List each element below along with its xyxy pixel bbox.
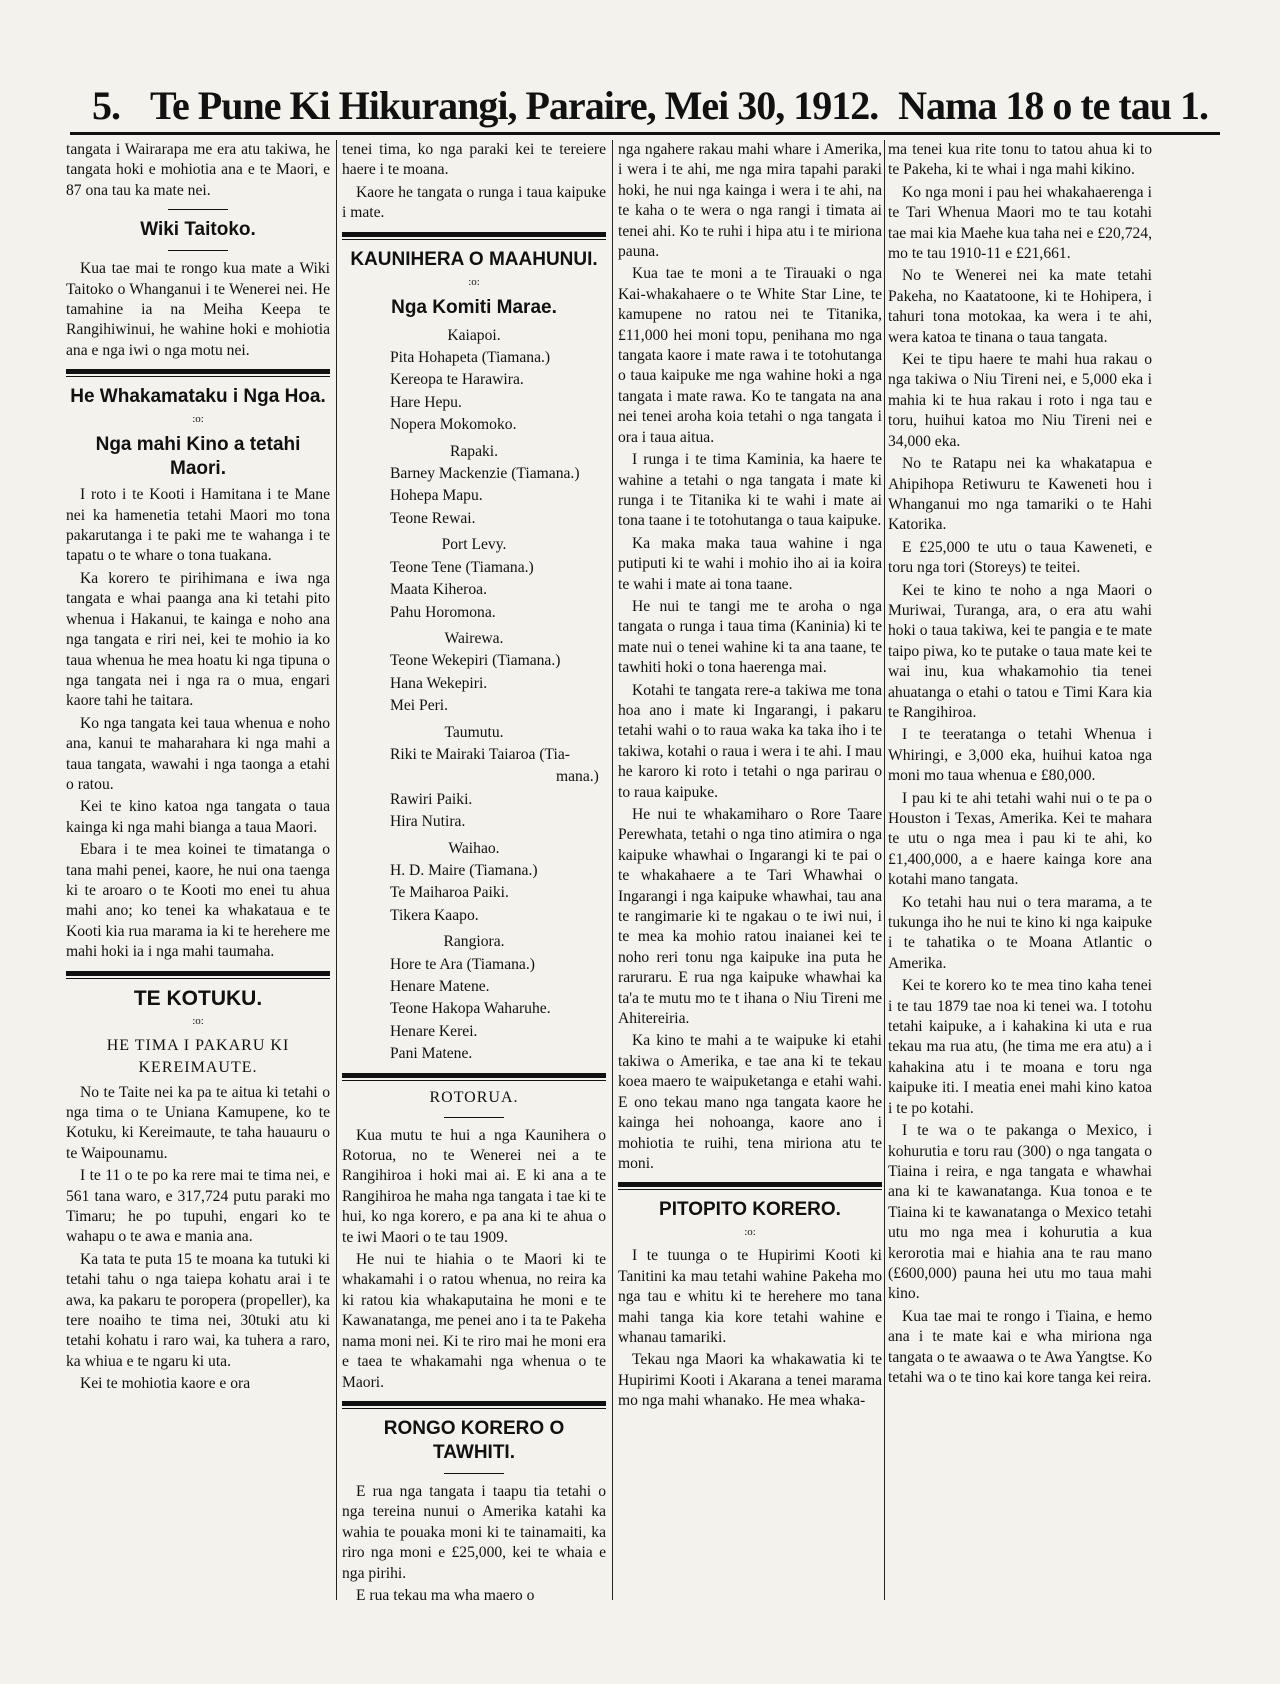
committee-member: Maata Kiheroa. (390, 581, 487, 599)
committee-member: Hore te Ara (Tiamana.) (390, 955, 535, 973)
article-text: tenei tima, ko nga paraki kei te tereiere haere i te moana. (342, 141, 606, 179)
column-4 (888, 140, 1152, 1600)
article-text: He nui te tangi me te aroha o nga tangata o runga i taua tima (Kaninia) ki te mate nui o tenei wahine ki ta ana taane, te tawhiti hoki o tona haerenga mai. (618, 597, 882, 677)
article-text: Kei te korero ko te mea tino kaha tenei i te tau 1879 tae noa ki tenei wa. I totohu tetahi kaipuke, a i kahakina ki uta e rua tekau ma rua atu, (he tima me era atu) a i kahakina atu i te moana e toru nga kaipuke iti. I meatia enei mahi kino katoa i te po kotahi. (888, 977, 1152, 1117)
article-text: Kua mutu te hui a nga Kaunihera o Rotorua, no te Wenerei nei a te Rangihiroa i hoki mai ai. E ki ana a te Rangihiroa he maha nga tangata i tae ki te hui, ko nga korero, e pa ana ki te ahua o te iwi Maori o te tau 1909. (342, 1126, 606, 1246)
article-text: No te Ratapu nei ka whakatapua e Ahipihopa Retiwuru te Kaweneti hou i Whanganui mo nga tamariki o te Hahi Katorika. (888, 455, 1152, 534)
article-text: Ka korero te pirihimana e iwa nga tangata e whai paanga ana ki tetahi pito whenua i Hakanui, te kainga e noho ana nga tangata e riri nei, kei te mohio ia ko taua whenua he mea hoatu ki nga tipuna o nga tangata nei i nga ra o mua, engari kaore tahi he taitara. (66, 569, 330, 710)
place-heading: Port Levy. (441, 536, 507, 554)
page-number: 5. (92, 83, 120, 128)
section-rule (66, 971, 330, 976)
article-text: Ka kino te mahi a te waipuke ki etahi takiwa o Amerika, e tae ana ki te tekau koea maero te waipuketanga e etahi wahi. E ono tekau mano nga tangata kaore he kainga hei nohoanga, kaore ano i mohiotia te ruihi, tena miriona atu te moni. (618, 1032, 882, 1172)
place-heading: Waihao. (448, 839, 500, 857)
masthead (70, 82, 1220, 135)
section-rule (342, 1401, 606, 1406)
article-text: Kua tae te moni a te Tirauaki o nga Kai-whakahaere o te White Star Line, te kamupene no ratou nei te Titanika, £11,000 hei moni topu, penihana mo nga tangata kaore i mate rawa i te totohutanga o taua kaipuke me nga wahine hoki a nga tangata i mate rawa. Ko te tangata na ana nei tenei aroha koia tetahi o nga tangata i ora i taua aitua. (618, 265, 882, 446)
column-divider (884, 140, 885, 1600)
divider (444, 1473, 504, 1474)
headline-pitopito-korero: PITOPITO KORERO. (659, 1199, 841, 1221)
headline-wiki-taitoko: Wiki Taitoko. (140, 219, 256, 241)
article-text: E rua tekau ma wha maero o (356, 1586, 535, 1600)
committee-member: Pita Hohapeta (Tiamana.) (390, 349, 551, 367)
column-divider (612, 140, 613, 1600)
divider (168, 209, 228, 210)
headline-rongo-korero: RONGO KORERO O TAWHITI. (383, 1417, 565, 1463)
article-text: Kei te mohiotia kaore e ora (80, 1375, 251, 1393)
separator-mark: :o: (744, 1226, 756, 1239)
place-heading: Taumutu. (444, 723, 504, 741)
headline-whakamataku: He Whakamataku i Nga Hoa. (70, 386, 326, 408)
section-rule-thin (618, 1189, 882, 1190)
column-divider (336, 140, 337, 1600)
article-text: I te wa o te pakanga o Mexico, i kohurutia e toru rau (300) o nga tangata o Tiaina i reira, e nga tangata e whawhai ana ki te kawanatanga. Kua tonoa e te Tiaina ki te kawanatanga o Mexico tetahi utu mo nga mea i kohurutia a kua kerorotia mai e hiahia ana te rau mano (£600,000) pauna hei utu mo taua mahi kino. (888, 1122, 1152, 1303)
subheadline-tima-pakaru: HE TIMA I PAKARU KI KEREIMAUTE. (106, 1036, 290, 1076)
section-rule-thin (342, 239, 606, 240)
headline-kaunihera: KAUNIHERA O MAAHUNUI. (350, 248, 598, 270)
committee-member: Kereopa te Harawira. (390, 371, 524, 389)
article-text: E rua nga tangata i taapu tia tetahi o nga tereina nunui o Amerika katahi ka wahia te pouaka moni ki te tainamaiti, ka riro nga moni e £25,000, kei te whaia e nga pirihi. (342, 1482, 606, 1582)
column-3 (618, 140, 882, 1600)
article-text: I runga i te tima Kaminia, ka haere te wahine a tetahi o nga tangata i mate ki runga i te Titanika ki te wahi i mate ai tona taane i te totohutanga o taua kaipuke. (618, 451, 882, 530)
headline-te-kotuku: TE KOTUKU. (133, 986, 263, 1010)
headline-rotorua: ROTORUA. (429, 1088, 519, 1106)
committee-member: Henare Matene. (390, 978, 490, 995)
column-1 (66, 140, 330, 1600)
article-text: Tekau nga Maori ka whakawatia ki te Hupirimi Kooti i Akarana a tenei marama mo nga mahi whanako. He mea whaka- (618, 1351, 882, 1410)
article-text: I te teeratanga o tetahi Whenua i Whiringi, e 3,000 eka, huihui katoa nga moni mo taua whenua e £80,000. (888, 726, 1152, 785)
article-text: Kua tae mai te rongo i Tiaina, e hemo ana i te mate kai e wha miriona nga tangata o te awaawa o te Awa Yangtse. Ko tetahi wa o te tino kai kore tanga kei reira. (888, 1307, 1152, 1386)
issue-number: Nama 18 o te tau 1. (898, 83, 1208, 128)
committee-member: Barney Mackenzie (Tiamana.) (390, 465, 580, 483)
section-rule (342, 232, 606, 237)
article-text: Ka maka maka taua wahine i nga putiputi ki te wahi i mohio iho ai ia koira te wahi i mate ai tona taane. (618, 534, 882, 593)
article-text: Kua tae mai te rongo kua mate a Wiki Taitoko o Whanganui i te Wenerei nei. He tamahine ia na Meiha Keepa te Rangihiwinui, he wahine hoki e mohiotia ana e nga iwi o nga motu nei. (66, 260, 330, 359)
committee-member: Nopera Mokomoko. (390, 416, 517, 434)
article-text: No te Wenerei nei ka mate tetahi Pakeha, no Kaatatoone, ki te Hohipera, i tahuri tona motokaa, ka wera i te ahi, wera katoa te tinana o taua tangata. (888, 267, 1152, 346)
article-text: I pau ki te ahi tetahi wahi nui o te pa o Houston i Texas, Amerika. Kei te mahara te utu o nga mea i pau ki te ahi, ko £1,400,000, a e haere kainga kore ana kotahi mano tangata. (888, 789, 1152, 889)
place-heading: Kaiapoi. (447, 326, 501, 344)
column-2 (342, 140, 606, 1600)
article-text: Kotahi te tangata rere-a takiwa me tona hoa ano i mate ki Ingarangi, i pakaru tetahi wahi o to raua waka ka taka iho i te takiwa, kotahi o raua i wera i te ahi. I mau he karoro ki roto i tetahi o nga parirau o to raua kaipuke. (618, 681, 882, 801)
committee-member: Hira Nutira. (390, 813, 466, 831)
article-text: I te tuunga o te Hupirimi Kooti ki Tanitini ka mau tetahi wahine Pakeha mo nga tau e whitu ki te herehere mo tana mahi tanga kia kore tetahi wahine e whanau tamariki. (618, 1247, 882, 1346)
committee-member: Teone Rewai. (390, 509, 476, 527)
committee-member: Pahu Horomona. (390, 603, 496, 621)
article-text: Ko nga tangata kei taua whenua e noho ana, kanui te maharahara ki nga mahi a taua tangata, wawahi i nga taonga a etahi o ratou. (66, 714, 330, 793)
separator-mark: :o: (192, 413, 204, 426)
divider (168, 250, 228, 251)
article-text: I roto i te Kooti i Hamitana i te Mane nei ka hamenetia tetahi Maori mo tona pakarutanga i te paki me te wahanga i te tapatu o te whare o tona tuakana. (66, 486, 330, 565)
article-text: Kaore he tangata o runga i taua kaipuke i mate. (342, 183, 606, 222)
section-rule-thin (66, 376, 330, 377)
committee-member: Teone Hakopa Waharuhe. (390, 1000, 551, 1018)
article-text: E £25,000 te utu o taua Kaweneti, e toru nga tori (Storeys) te teitei. (888, 538, 1152, 577)
place-heading: Wairewa. (444, 629, 504, 647)
article-text: Kei te tipu haere te mahi hua rakau o nga takiwa o Niu Tireni nei, e 5,000 eka i mahia ki te hua rakau i roto i nga tau e toru, huihui katoa mo Niu Tireni nei e 34,000 eka. (888, 351, 1152, 450)
article-text: Kei te kino te noho a nga Maori o Muriwai, Turanga, ara, o era atu wahi hoki o taua takiwa, kei te pangia e te mate taipo piwa, ko te putake o taua mate kei te wai inu, kua whakamohio tia tenei ahuatanga o etahi o tatou e Timi Kara kia te Rangihiroa. (888, 581, 1152, 721)
committee-member: H. D. Maire (Tiamana.) (390, 861, 538, 879)
committee-member: Teone Tene (Tiamana.) (390, 558, 534, 576)
divider (444, 1117, 504, 1118)
committee-member: Hohepa Mapu. (390, 487, 483, 505)
place-heading: Rangiora. (443, 933, 505, 951)
section-rule-thin (342, 1408, 606, 1409)
article-text: Ko nga moni i pau hei whakahaerenga i te Tari Whenua Maori mo te tau kotahi tae mai kia Maehe kua taha nei e £20,724, mo te tau 1910-11 e £21,661. (888, 183, 1152, 263)
article-text: No te Taite nei ka pa te aitua ki tetahi o nga tima o te Uniana Kamupene, ko te Kotuku, ki Kereimaute, te taha hauauru o te Waipounamu. (66, 1083, 330, 1162)
headline-nga-mahi-kino: Nga mahi Kino a tetahi Maori. (95, 434, 301, 480)
article-text: Ka tata te puta 15 te moana ka tutuki ki tetahi tahu o nga taiepa kohatu arai i te awa, ka pakaru te poropera (propeller), ka tere noaiho te tima nei, 30tuki atu ki tetahi kohatu i raro wai, ka tuhera a raro, ka whiua e te ngaru ki uta. (66, 1250, 330, 1370)
article-text: tangata i Wairarapa me era atu takiwa, he tangata hoki e mohiotia ana e te Maori, e 87 ona tau ka mate nei. (66, 141, 330, 199)
section-rule (342, 1073, 606, 1078)
section-rule (618, 1182, 882, 1187)
committee-member: Tikera Kaapo. (390, 906, 479, 924)
committee-member: Riki te Mairaki Taiaroa (Tia- (390, 745, 570, 763)
section-rule-thin (342, 1080, 606, 1081)
committee-member: Mei Peri. (390, 697, 449, 715)
article-text: I te 11 o te po ka rere mai te tima nei, e 561 tana waro, e 317,724 putu paraki mo Timaru; he po tupuhi, engari ko te wahapu o te awa e mania ana. (66, 1167, 330, 1246)
committee-member: Hare Hepu. (390, 393, 462, 411)
article-text: ma tenei kua rite tonu to tatou ahua ki to te Pakeha, ki te whai i nga mahi kikino. (888, 141, 1152, 179)
committee-member: Pani Matene. (390, 1045, 473, 1063)
section-rule (66, 369, 330, 374)
separator-mark: :o: (192, 1014, 204, 1027)
newspaper-title: Te Pune Ki Hikurangi, Paraire, Mei 30, 1912. (150, 83, 879, 128)
place-heading: Rapaki. (449, 442, 499, 460)
committee-member: Henare Kerei. (390, 1022, 478, 1040)
article-text: Ko tetahi hau nui o tera marama, a te tukunga iho he nui te kino ki nga kaipuke i te tahatika o te Moana Atlantic o Amerika. (888, 893, 1152, 972)
article-text: He nui te whakamiharo o Rore Taare Perewhata, tetahi o nga tino atimira o nga kaipuke whawhai o Ingarangi ki te pai o te whakahaere a te Tari Whawhai o Ingarangi i nga kaipuke whawhai, tau ana te rangimarie ki te ngakau o te iwi nui, i te mea ka mohio ratou inaianei kei te noho reri tonu nga kaipuke ina puta he raruraru. E rua nga kaipuke whawhai ka ta'a te mutu mo te t ihana o Niu Tireni me Ahitereiria. (618, 806, 882, 1028)
committee-member: Rawiri Paiki. (390, 790, 473, 808)
committee-member: Te Maiharoa Paiki. (390, 884, 509, 902)
headline-komiti-marae: Nga Komiti Marae. (391, 296, 557, 318)
committee-member-cont: mana.) (556, 768, 599, 786)
committee-member: Hana Wekepiri. (390, 674, 488, 692)
committee-member: Teone Wekepiri (Tiamana.) (390, 652, 561, 670)
article-text: He nui te hiahia o te Maori ki te whakamahi i o ratou whenua, no reira ka ki ratou kia whakaputaina he moni e te Kawanatanga, me penei ano i ta te Pakeha nama moni nei. Ki te riro mai he moni era e taea te whakamahi nga whenua o te Maori. (342, 1251, 606, 1391)
article-text: Kei te kino katoa nga tangata o taua kainga ki nga mahi bianga a taua Maori. (66, 798, 330, 836)
article-text: nga ngahere rakau mahi whare i Amerika, i wera i te ahi, me nga mira tapahi paraki hoki, he nui nga kainga i wera i te ahi, na te kaha o te wera o nga rangi i timata ai tenei ahi. Ko te ruhi i hipa atu i te miriona pauna. (618, 141, 882, 261)
separator-mark: :o: (468, 275, 480, 288)
section-rule-thin (66, 978, 330, 979)
article-text: Ebara i te mea koinei te timatanga o tana mahi penei, kaore, he nui ona taenga ki te aroaro o te Kooti mo enei tu ahua mahi ano; ko tenei ka whakataua e te Kooti kia rua marama ia ki te herehere me mahi hoki ia i nga mahi taumaha. (66, 841, 330, 961)
